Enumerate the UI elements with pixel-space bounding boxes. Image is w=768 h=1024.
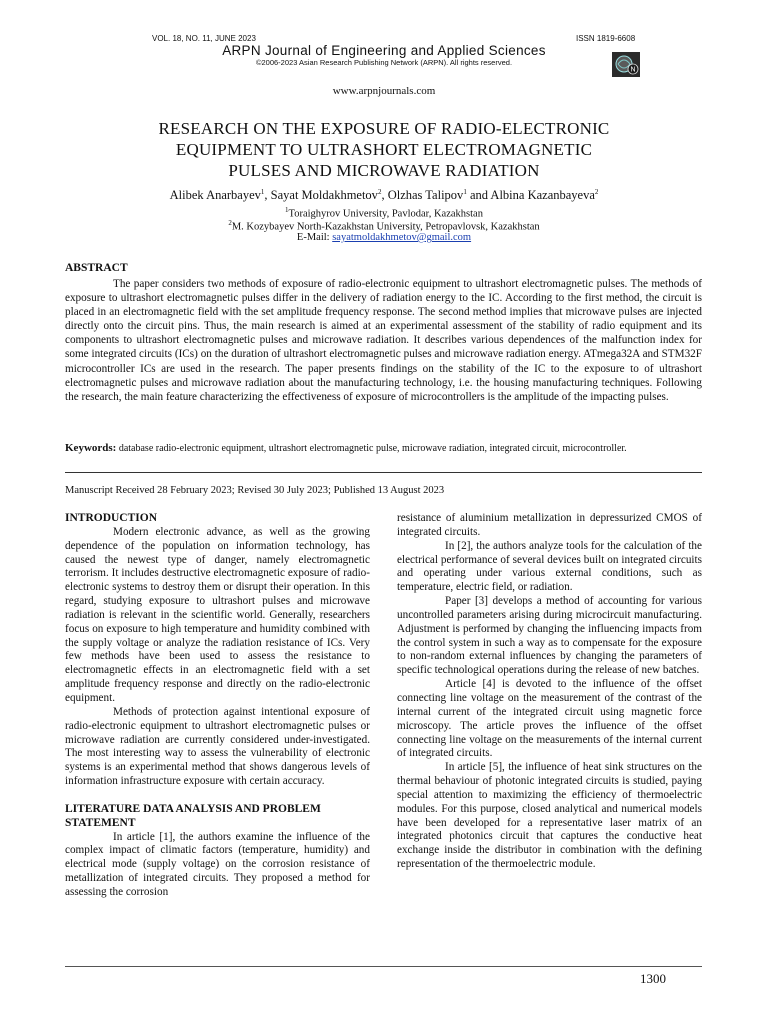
journal-name: ARPN Journal of Engineering and Applied Sciences [222, 43, 546, 58]
author-affil-mark: 1 [260, 188, 265, 196]
author-affil-mark: 2 [377, 188, 382, 196]
journal-website[interactable]: www.arpnjournals.com [332, 85, 436, 97]
logo-letter: N [630, 66, 636, 74]
paragraph: Article [4] is devoted to the influence of the offset connecting line voltage on the measurement of the contrast of the internal current of the integrated circuit using magnetic force microscopy. The article proves the influence of the offset connecting line voltage on the measurements of the internal current of integrated circuits. [397, 678, 702, 760]
right-column [397, 512, 702, 872]
paragraph: Methods of protection against intentional exposure of radio-electronic equipment to ultrashort electromagnetic pulses or microwave radiation are currently considered under-investigated. The most interesting way to assess the vulnerability of electronic systems is an experimental method that shows dangerous levels of information infrastructure exposure with certain accuracy. [65, 705, 370, 788]
paragraph: In article [5], the influence of heat sink structures on the thermal behaviour of photonic integrated circuits is studied, paying special attention to maximizing the efficiency of thermoelectric modules. For this purpose, closed analytical and numerical models have been developed for a representative laser matrix of an integrated photonics circuit that captures the conductive heat exchange inside the distributor in combination with the defining representation of the thermoelectric module. [397, 761, 702, 871]
journal-logo-icon [612, 52, 640, 77]
email-label: E-Mail: [296, 232, 333, 243]
title-line: RESEARCH ON THE EXPOSURE OF RADIO-ELECTRONIC [158, 119, 610, 138]
paragraph: Paper [3] develops a method of accounting for various uncontrolled parameters arising during microcircuit manufacturing. Adjustment is performed by changing the influencing impacts from the control system in such a way as to compensate for the exposure to non-random external influences by changing the parameters of specific technological operations during the release of new batches. [397, 595, 702, 677]
title-line: PULSES AND MICROWAVE RADIATION [228, 161, 540, 180]
issn: ISSN 1819-6608 [576, 34, 636, 43]
abstract-text: The paper considers two methods of exposure of radio-electronic equipment to ultrashort electromagnetic pulses. The methods of exposure to ultrashort electromagnetic pulses differ in the delivery of radiation energy to the IC. According to the first method, the circuit is placed in an electromagnetic field with the set amplitude frequency response. The second method implies that microwave pulses are injected directly onto the circuit pins. Thus, the main research is aimed at an experimental assessment of the stability of radio equipment and its components to ultrashort electromagnetic pulses and microwave radiation. It describes various dependences of the malfunction index for some integrated circuits (ICs) on the duration of ultrashort electromagnetic pulses and microwave radiation energy. ATmega32A and STM32F microcontroller ICs are used in the research. The paper presents findings on the stability of the IC to the exposure to of ultrashort electromagnetic pulses and microwave radiation about the manufacturing technology, i.e. the housing manufacturing techniques. Following the research, the main feature characterizing the effectiveness of exposure of microcontrollers is the amplitude of the impacting pulses. [65, 278, 702, 403]
affil-mark: 2 [228, 219, 232, 227]
paragraph: In [2], the authors analyze tools for the calculation of the electrical performance of several devices built on integrated circuits and operating under various external conditions, such as temperature, electric field, or radiation. [397, 539, 702, 594]
copyright-notice: ©2006-2023 Asian Research Publishing Network (ARPN). All rights reserved. [255, 58, 513, 67]
affil-mark: 1 [285, 206, 289, 214]
author-list [0, 188, 768, 203]
divider [65, 472, 702, 473]
affil-text: M. Kozybayev North-Kazakhstan University, Petropavlovsk, Kazakhstan [231, 221, 540, 233]
section-heading-literature: LITERATURE DATA ANALYSIS AND PROBLEM STATEMENT [65, 802, 321, 829]
manuscript-dates: Manuscript Received 28 February 2023; Revised 30 July 2023; Published 13 August 2023 [65, 485, 445, 496]
author-name: Sayat Moldakhmetov [270, 188, 378, 203]
keywords-text: database radio-electronic equipment, ultrashort electromagnetic pulse, microwave radiation, integrated circuit, microcontroller. [116, 443, 627, 454]
author-separator: , [264, 188, 271, 203]
left-column [65, 512, 370, 900]
affiliation-1 [0, 206, 768, 220]
author-name: Alibek Anarbayev [169, 188, 261, 203]
author-affil-mark: 2 [594, 188, 599, 196]
footer-divider [65, 966, 702, 967]
abstract-heading: ABSTRACT [65, 262, 128, 274]
affil-text: Toraighyrov University, Pavlodar, Kazakhstan [288, 208, 483, 220]
volume-info: VOL. 18, NO. 11, JUNE 2023 [152, 34, 256, 43]
affiliation-2 [0, 219, 768, 233]
paragraph: resistance of aluminium metallization in depressurized CMOS of integrated circuits. [397, 512, 702, 538]
author-name: Olzhas Talipov [387, 188, 464, 203]
title-line: EQUIPMENT TO ULTRASHORT ELECTROMAGNETIC [175, 140, 593, 159]
paper-title [60, 118, 708, 181]
spacer [65, 789, 370, 803]
keywords [65, 442, 702, 456]
email-link[interactable]: sayatmoldakhmetov@gmail.com [332, 232, 472, 243]
section-heading-introduction: INTRODUCTION [65, 512, 158, 524]
page-number: 1300 [640, 971, 666, 986]
author-name: Albina Kazanbayeva [490, 188, 595, 203]
author-separator: , [381, 188, 388, 203]
paragraph: In article [1], the authors examine the influence of the complex impact of climatic factors (temperature, humidity) and electrical mode (supply voltage) on the corrosion resistance of metallization of integrated circuits. They proposed a method for assessing the corrosion [65, 830, 370, 898]
paragraph: Modern electronic advance, as well as the growing dependence of the population on information technology, has caused the newest type of danger, namely electromagnetic terrorism. It includes destructive electromagnetic exposure of radio-electronic systems to destroy them or disrupt their operation. In this regard, studying exposure to ultrashort pulses and microwave radiation is relevant in the scientific world. Generally, researchers focus on exposure to high temperature and humidity combined with the supply voltage or analyze the radiation resistance of ICs. Very few methods have been used to assess the resistance to electromagnetic effects in an electromagnetic field with a set amplitude frequency response and directly on the radio-electronic equipment. [65, 525, 370, 704]
author-conjunction: and [466, 188, 491, 203]
author-affil-mark: 1 [463, 188, 467, 196]
keywords-label: Keywords: [65, 442, 117, 454]
contact-email [0, 232, 768, 243]
